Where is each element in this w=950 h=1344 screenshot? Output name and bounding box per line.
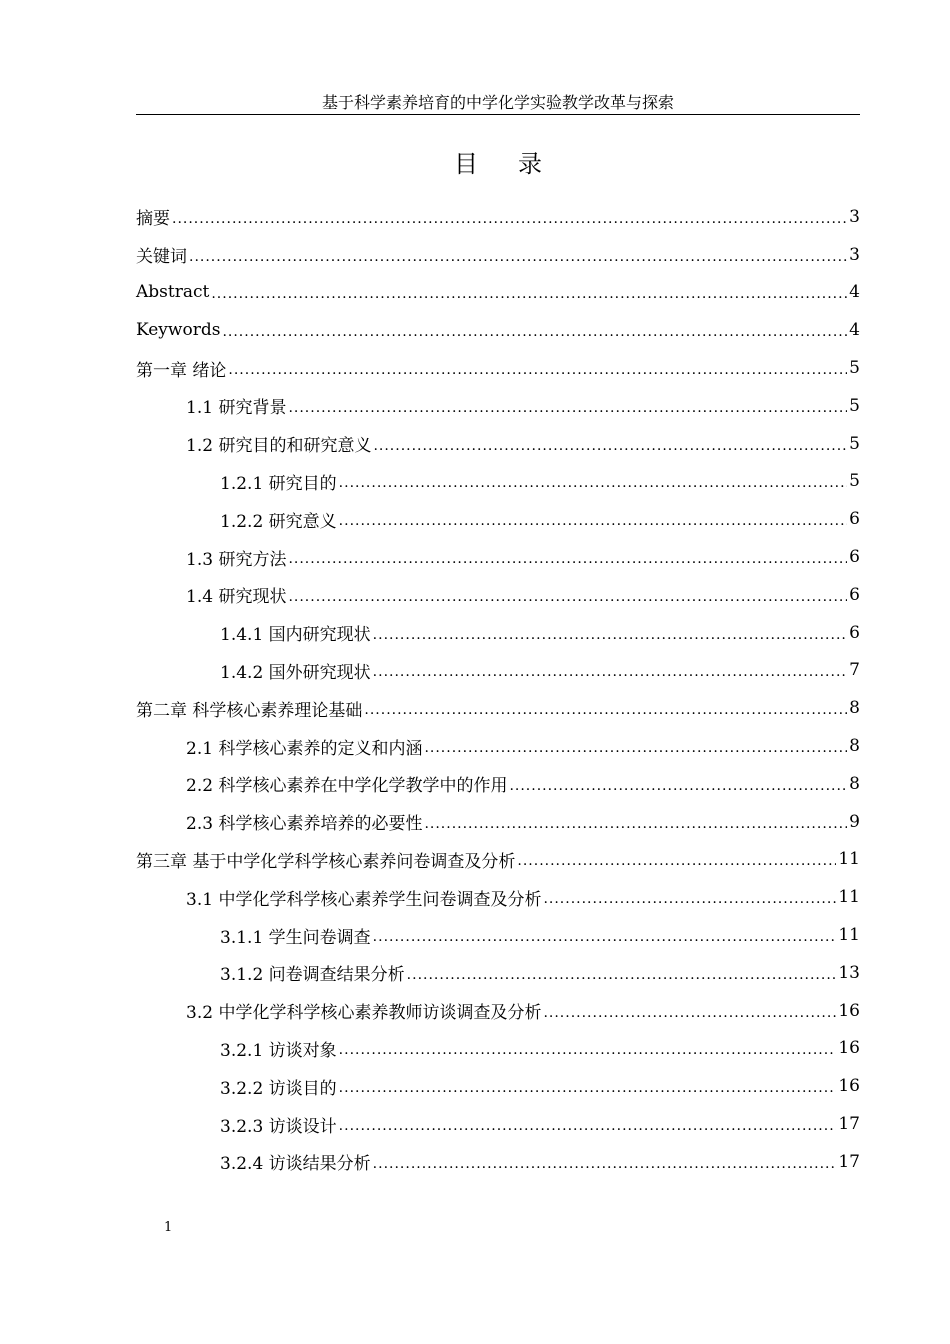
toc-entry-page: 6: [849, 622, 860, 643]
toc-entry[interactable]: [136, 236, 860, 274]
toc-entry-page: 6: [849, 547, 860, 568]
toc-entry[interactable]: [136, 652, 860, 690]
toc-entry-page: 16: [838, 1038, 860, 1059]
toc-leader-dots: [373, 1157, 837, 1181]
toc-entry-page: 5: [849, 471, 860, 492]
toc-entry[interactable]: [136, 954, 860, 992]
toc-entry-label: 3.2 中学化学科学核心素养教师访谈调查及分析: [186, 1003, 542, 1024]
toc-entry-label: 3.1.2 问卷调查结果分析: [220, 965, 405, 986]
toc-entry[interactable]: [136, 614, 860, 652]
toc-entry-label: 3.1.1 学生问卷调查: [220, 927, 371, 948]
toc-entry-label: 1.4.1 国内研究现状: [220, 625, 371, 646]
toc-leader-dots: [172, 212, 847, 236]
toc-entry[interactable]: [136, 425, 860, 463]
page-number: 1: [164, 1220, 173, 1235]
toc-entry[interactable]: [136, 576, 860, 614]
toc-entry[interactable]: [136, 500, 860, 538]
toc-entry-page: 17: [838, 1114, 860, 1135]
toc-leader-dots: [509, 779, 847, 803]
toc-entry[interactable]: [136, 1067, 860, 1105]
toc-entry[interactable]: [136, 992, 860, 1030]
toc-entry-page: 13: [838, 962, 860, 983]
toc-entry-label: 1.4 研究现状: [186, 587, 287, 608]
toc-leader-dots: [373, 930, 837, 954]
toc-entry-label: 1.2.1 研究目的: [220, 473, 337, 494]
toc-leader-dots: [543, 1006, 836, 1030]
toc-leader-dots: [211, 287, 847, 311]
toc-entry[interactable]: [136, 198, 860, 236]
toc-leader-dots: [228, 363, 847, 387]
header-title: 基于科学素养培育的中学化学实验教学改革与探索: [321, 93, 674, 112]
page-header: [136, 92, 860, 115]
toc-leader-dots: [373, 439, 847, 463]
toc-entry-label: 第一章 绪论: [136, 360, 227, 381]
toc-entry-label: 2.2 科学核心素养在中学化学教学中的作用: [186, 776, 508, 797]
toc-entry[interactable]: [136, 727, 860, 765]
toc-leader-dots: [517, 854, 836, 878]
toc-entry-page: 16: [838, 1076, 860, 1097]
toc-entry-label: 2.1 科学核心素养的定义和内涵: [186, 738, 423, 759]
toc-leader-dots: [364, 703, 847, 727]
toc-entry-page: 5: [849, 395, 860, 416]
toc-entry-page: 11: [838, 925, 860, 946]
toc-entry[interactable]: [136, 463, 860, 501]
toc-leader-dots: [407, 968, 837, 992]
toc-entry-page: 17: [838, 1151, 860, 1172]
toc-entry-page: 9: [849, 811, 860, 832]
toc-entry-page: 5: [849, 433, 860, 454]
toc-entry-label: 1.4.2 国外研究现状: [220, 662, 371, 683]
toc-entry-page: 16: [838, 1000, 860, 1021]
toc-entry[interactable]: [136, 274, 860, 312]
toc-leader-dots: [373, 628, 848, 652]
toc-entry-page: 8: [849, 773, 860, 794]
toc-entry[interactable]: [136, 1030, 860, 1068]
toc-entry-label: 摘要: [136, 209, 170, 230]
toc-leader-dots: [339, 476, 848, 500]
toc-entry[interactable]: [136, 765, 860, 803]
toc-entry[interactable]: [136, 916, 860, 954]
toc-entry[interactable]: [136, 1143, 860, 1181]
toc-leader-dots: [222, 325, 847, 349]
toc-entry-page: 6: [849, 509, 860, 530]
toc-entry[interactable]: [136, 841, 860, 879]
toc-entry-page: 11: [838, 887, 860, 908]
toc-leader-dots: [339, 1081, 837, 1105]
toc-leader-dots: [424, 741, 847, 765]
toc-leader-dots: [288, 401, 847, 425]
toc-leader-dots: [288, 590, 847, 614]
toc-entry-page: 11: [838, 849, 860, 870]
toc-entry-page: 7: [849, 660, 860, 681]
toc-entry-label: Abstract: [136, 282, 210, 303]
toc-entry-label: 3.2.4 访谈结果分析: [220, 1154, 371, 1175]
toc-entry-label: 第三章 基于中学化学科学核心素养问卷调查及分析: [136, 851, 516, 872]
toc-entry-page: 4: [849, 320, 860, 341]
toc-entry-label: 1.3 研究方法: [186, 549, 287, 570]
toc-entry[interactable]: [136, 1105, 860, 1143]
toc-entry-label: 2.3 科学核心素养培养的必要性: [186, 814, 423, 835]
toc-leader-dots: [339, 1119, 837, 1143]
toc-title: 目录: [454, 150, 582, 178]
toc-entry-label: 3.2.2 访谈目的: [220, 1078, 337, 1099]
toc-leader-dots: [288, 552, 847, 576]
toc-entry[interactable]: [136, 803, 860, 841]
table-of-contents: [136, 198, 860, 1181]
toc-leader-dots: [373, 665, 848, 689]
toc-entry[interactable]: [136, 349, 860, 387]
toc-entry[interactable]: [136, 689, 860, 727]
toc-entry-label: 1.1 研究背景: [186, 398, 287, 419]
toc-entry-label: 3.2.1 访谈对象: [220, 1040, 337, 1061]
toc-entry[interactable]: [136, 311, 860, 349]
toc-entry-label: 1.2.2 研究意义: [220, 511, 337, 532]
toc-entry-label: 1.2 研究目的和研究意义: [186, 436, 372, 457]
toc-entry-page: 5: [849, 358, 860, 379]
toc-entry-label: Keywords: [136, 320, 221, 341]
toc-leader-dots: [339, 514, 848, 538]
toc-leader-dots: [543, 892, 836, 916]
toc-entry[interactable]: [136, 878, 860, 916]
toc-leader-dots: [339, 1043, 837, 1067]
toc-entry-label: 3.1 中学化学科学核心素养学生问卷调查及分析: [186, 889, 542, 910]
toc-entry-page: 4: [849, 282, 860, 303]
toc-entry-label: 3.2.3 访谈设计: [220, 1116, 337, 1137]
toc-entry-page: 8: [849, 698, 860, 719]
toc-entry-page: 6: [849, 584, 860, 605]
toc-entry-page: 3: [849, 206, 860, 227]
toc-entry[interactable]: [136, 538, 860, 576]
toc-entry-label: 关键词: [136, 247, 187, 268]
toc-leader-dots: [424, 817, 847, 841]
toc-entry-page: 8: [849, 736, 860, 757]
toc-leader-dots: [189, 250, 847, 274]
toc-entry-label: 第二章 科学核心素养理论基础: [136, 700, 363, 721]
toc-entry[interactable]: [136, 387, 860, 425]
toc-entry-page: 3: [849, 244, 860, 265]
